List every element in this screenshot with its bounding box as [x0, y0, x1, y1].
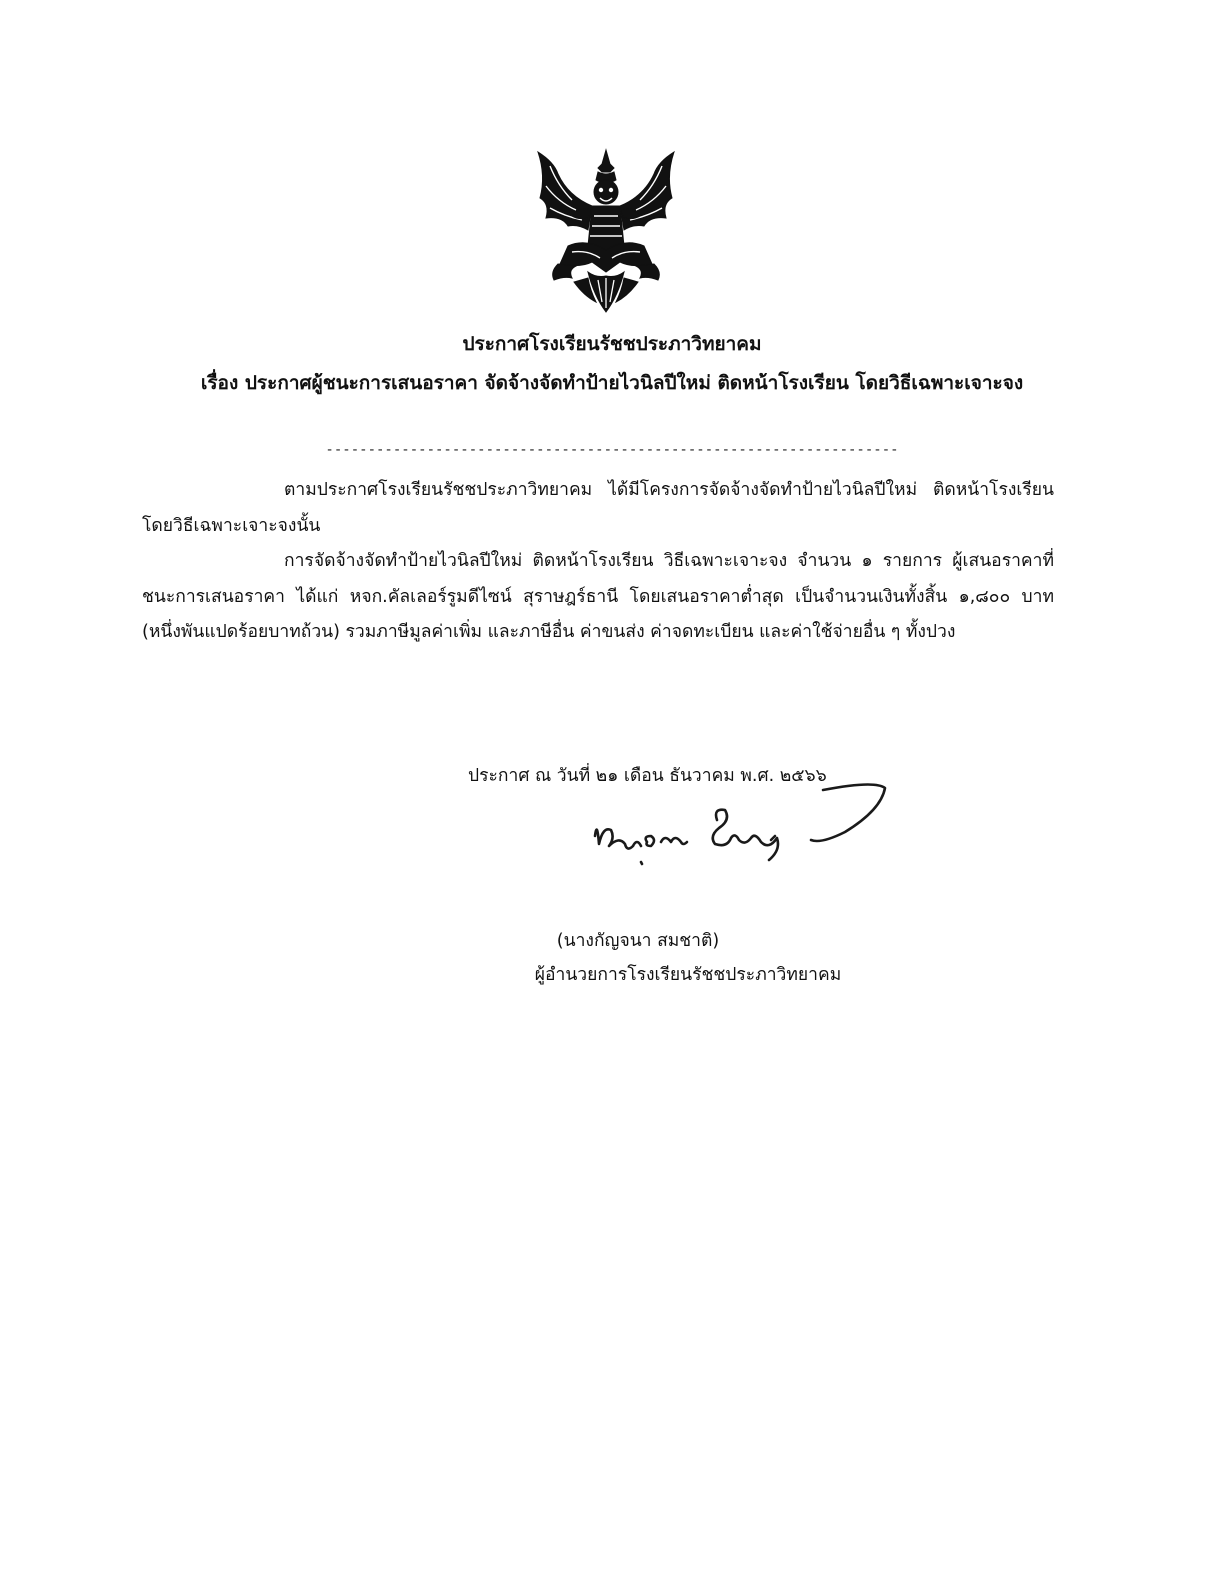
signer-position: ผู้อำนวยการโรงเรียนรัชชประภาวิทยาคม	[534, 965, 842, 985]
body-paragraph-2: การจัดจ้างจัดทำป้ายไวนิลปีใหม่ ติดหน้าโรงเรียน วิธีเฉพาะเจาะจง จำนวน ๑ รายการ ผู้เสนอราคาที่ชนะการเสนอราคา ได้แก่ หจก.คัลเลอร์รูมดีไซน์ สุราษฎร์ธานี โดยเสนอราคาต่ำสุด เป็นจำนวนเงินทั้งสิ้น ๑,๘๐๐ บาท (หนึ่งพันแปดร้อยบาทถ้วน) รวมภาษีมูลค่าเพิ่ม และภาษีอื่น ค่าขนส่ง ค่าจดทะเบียน และค่าใช้จ่ายอื่น ๆ ทั้งปวง	[142, 551, 1054, 642]
announcement-title: ประกาศโรงเรียนรัชชประภาวิทยาคม	[462, 333, 762, 355]
announcement-date: ประกาศ ณ วันที่ ๒๑ เดือน ธันวาคม พ.ศ. ๒๕๖๖	[468, 766, 827, 786]
garuda-emblem-icon	[528, 146, 684, 316]
announcement-subject: เรื่อง ประกาศผู้ชนะการเสนอราคา จัดจ้างจัดทำป้ายไวนิลปีใหม่ ติดหน้าโรงเรียน โดยวิธีเฉพาะเจาะจง	[200, 372, 1024, 394]
signature-icon	[585, 780, 905, 885]
divider-line: --------------------------------------------------------------------	[325, 442, 899, 458]
signer-name: (นางกัญจนา สมชาติ)	[556, 931, 720, 951]
body-paragraph-1: ตามประกาศโรงเรียนรัชชประภาวิทยาคม ได้มีโครงการจัดจ้างจัดทำป้ายไวนิลปีใหม่ ติดหน้าโรงเรียน โดยวิธีเฉพาะเจาะจงนั้น	[142, 480, 1054, 536]
